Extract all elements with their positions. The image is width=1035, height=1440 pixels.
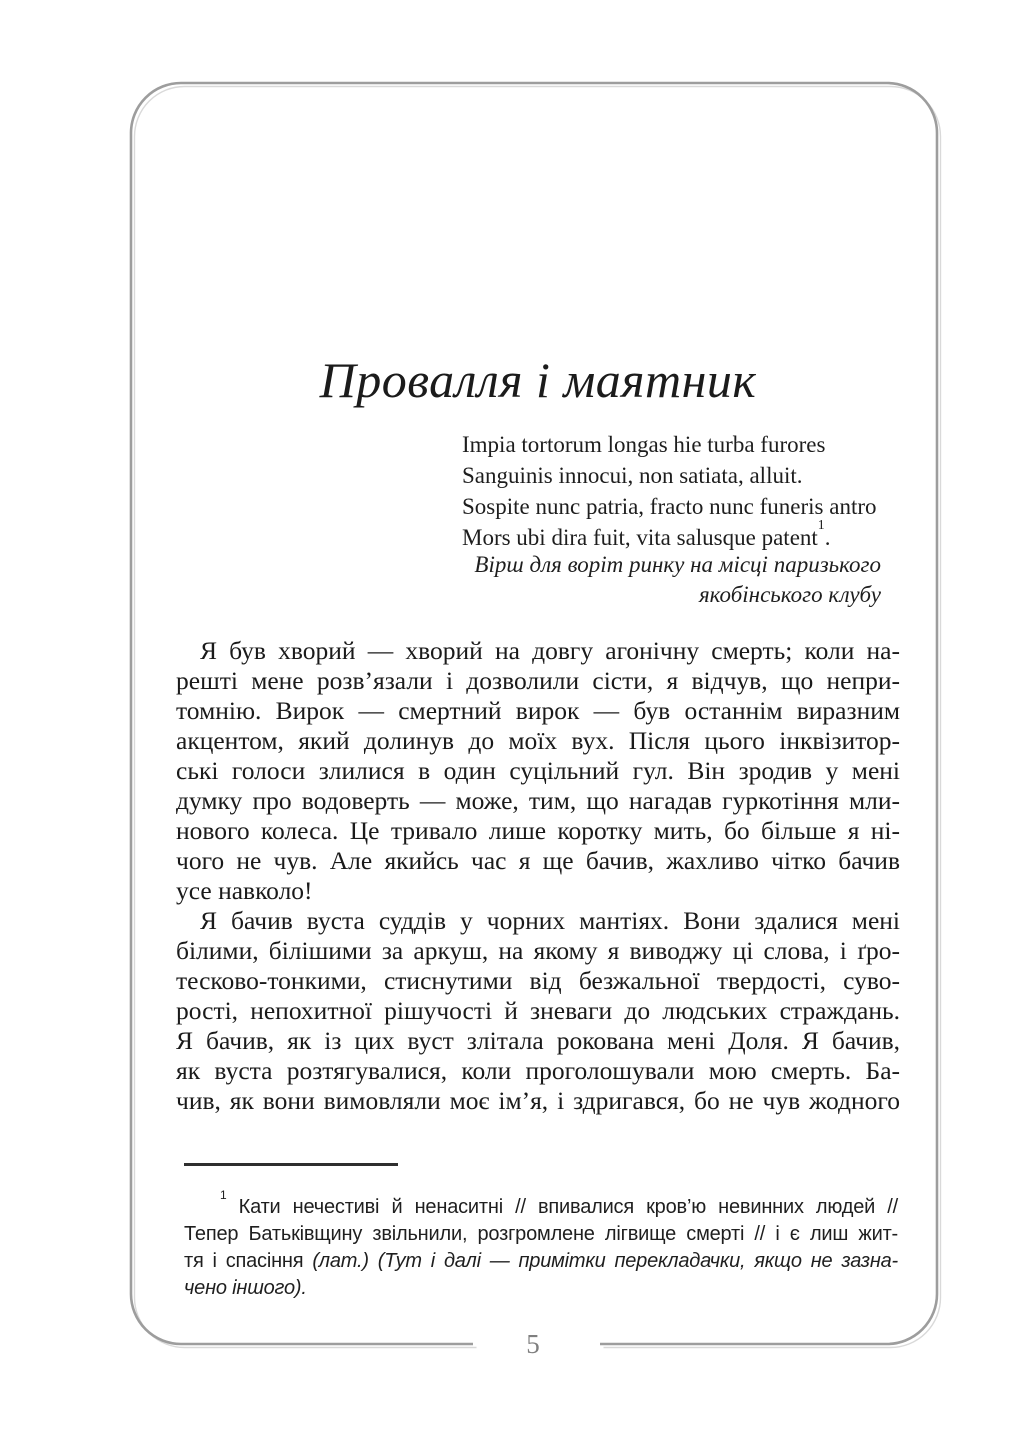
paragraph (176, 906, 900, 1116)
body-text-line (176, 936, 900, 966)
text-run: Impia tortorum longas hie turba furores (462, 432, 826, 457)
footnote-line (184, 1221, 898, 1248)
text-run: Я бачив вуста суддів у чорних мантіях. Вони здалися мені (200, 906, 900, 935)
body-text-line (176, 1086, 900, 1116)
body-text-line (176, 1026, 900, 1056)
epigraph-verse (462, 429, 877, 553)
paragraph (176, 636, 900, 906)
text-run: нового колеса. Це тривало лише коротку мить, бо більше я ні- (176, 816, 900, 845)
text-run: Mors ubi dira fuit, vita salusque patent (462, 525, 818, 550)
body-text-line (176, 756, 900, 786)
chapter-title: Провалля і маятник (319, 352, 757, 408)
body-text-line (176, 666, 900, 696)
verse-line (462, 491, 877, 522)
text-run: Кати нечестиві й ненаситні // впивалися кров’ю невинних людей // (226, 1196, 898, 1218)
body-text-line (176, 636, 900, 666)
text-run: Тепер Батьківщину звільнили, розгромлене лігвище смерті // і є лиш жит- (184, 1223, 898, 1245)
text-run: рості, непохитної рішучості й зневаги до людських страждань. (176, 996, 900, 1025)
footnote-line (184, 1248, 898, 1275)
footnote-line (184, 1188, 898, 1221)
footnote-divider (184, 1163, 398, 1166)
footnote-reference-marker: 1 (817, 517, 825, 533)
text-run: томнію. Вирок — смертний вирок — був останнім виразним (176, 696, 900, 725)
text-run: решті мене розв’язали і дозволили сісти, я відчув, що непри- (176, 666, 900, 695)
verse-line (462, 517, 877, 553)
text-run: Sospite nunc patria, fracto nunc funeris antro (462, 494, 877, 519)
text-run: (лат.) (Тут і далі — примітки перекладачки, якщо не зазна- (312, 1250, 899, 1272)
body-text (176, 636, 900, 1116)
body-text-line (176, 846, 900, 876)
text-run: як вуста розтягувалися, коли проголошували мою смерть. Ба- (176, 1056, 900, 1085)
text-run: Sanguinis innocui, non satiata, alluit. (462, 463, 803, 488)
text-run: Я бачив, як із цих вуст злітала рокована мені Доля. Я бачив, (176, 1026, 900, 1055)
text-run: білими, білішими за аркуш, на якому я виводжу ці слова, і ґро- (176, 936, 900, 965)
text-run: чив, як вони вимовляли моє ім’я, і здригався, бо не чув жодного (176, 1086, 900, 1115)
text-run: якобінського клубу (698, 582, 881, 607)
footnote-line (184, 1275, 898, 1302)
text-run: Я був хворий — хворий на довгу агонічну смерть; коли на- (200, 636, 900, 665)
text-run: чено іншого). (184, 1277, 307, 1299)
text-run: тесково-тонкими, стиснутими від безжальної твердості, суво- (176, 966, 900, 995)
body-text-line (176, 906, 900, 936)
text-run: акцентом, який долинув до моїх вух. Після цього інквізитор- (176, 726, 900, 755)
footnote-reference-marker: 1 (220, 1188, 227, 1203)
page-number: 5 (526, 1329, 540, 1359)
verse-line (462, 429, 877, 460)
attribution-line (176, 550, 881, 580)
text-run: чого не чув. Але якийсь час я ще бачив, жахливо чітко бачив (176, 846, 900, 875)
body-text-line (176, 1056, 900, 1086)
body-text-line (176, 726, 900, 756)
text-run: тя і спасіння (184, 1250, 313, 1272)
body-text-line (176, 996, 900, 1026)
body-text-line (176, 816, 900, 846)
text-run: Вірш для воріт ринку на місці паризького (474, 552, 881, 577)
body-text-line (176, 876, 900, 906)
attribution-line (176, 580, 881, 610)
text-run: . (824, 525, 831, 550)
text-run: думку про водоверть — може, тим, що нагадав гуркотіння мли- (176, 786, 900, 815)
footnote (184, 1188, 899, 1302)
body-text-line (176, 696, 900, 726)
body-text-line (176, 966, 900, 996)
epigraph-attribution (176, 550, 881, 610)
body-text-line (176, 786, 900, 816)
verse-line (462, 460, 877, 491)
text-run: усе навколо! (176, 876, 313, 905)
text-run: ські голоси злилися в один суцільний гул. Він зродив у мені (176, 756, 900, 785)
